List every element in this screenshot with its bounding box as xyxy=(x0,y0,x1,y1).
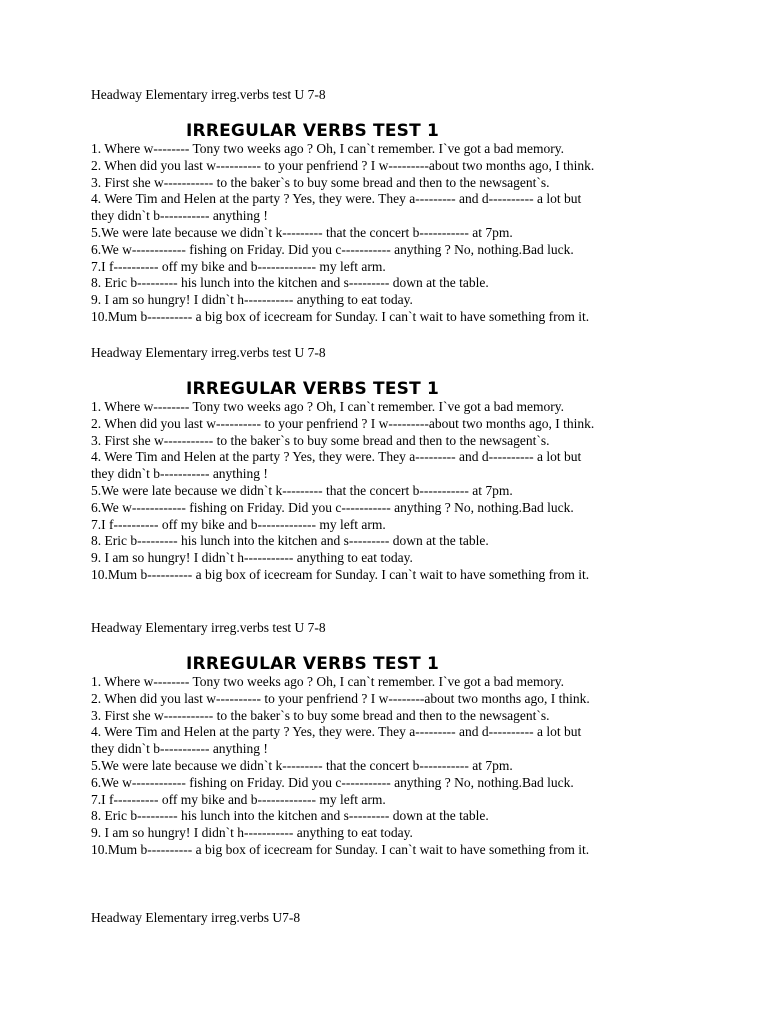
question-line: 3. First she w----------- to the baker`s to buy some bread and then to the newsagent`s. xyxy=(91,432,550,448)
question-line: 8. Eric b--------- his lunch into the kitchen and s--------- down at the table. xyxy=(91,533,489,549)
question-line: 5.We were late because we didn`t k--------- that the concert b----------- at 7pm. xyxy=(91,757,513,773)
question-line: 3. First she w----------- to the baker`s to buy some bread and then to the newsagent`s. xyxy=(91,174,550,190)
test-block-1 xyxy=(91,87,691,326)
question-line: 2. When did you last w---------- to your penfriend ? I w--------about two months ago, I think. xyxy=(91,690,590,706)
question-line: 9. I am so hungry! I didn`t h----------- anything to eat today. xyxy=(91,292,413,308)
question-line: 2. When did you last w---------- to your penfriend ? I w---------about two months ago, I think. xyxy=(91,415,595,431)
question-line: 1. Where w-------- Tony two weeks ago ? Oh, I can`t remember. I`ve got a bad memory. xyxy=(91,399,565,414)
question-line: 1. Where w-------- Tony two weeks ago ? Oh, I can`t remember. I`ve got a bad memory. xyxy=(91,674,565,689)
question-line: 4. Were Tim and Helen at the party ? Yes, they were. They a--------- and d---------- a lot but xyxy=(91,724,582,740)
question-line: 10.Mum b---------- a big box of icecream for Sunday. I can`t wait to have something from it. xyxy=(91,308,590,324)
question-line: 10.Mum b---------- a big box of icecream for Sunday. I can`t wait to have something from it. xyxy=(91,841,590,857)
test-block-3 xyxy=(91,620,691,859)
test-header: Headway Elementary irreg.verbs test U 7-8 xyxy=(91,345,326,360)
test-title: IRREGULAR VERBS TEST 1 xyxy=(186,654,440,674)
question-line: 8. Eric b--------- his lunch into the kitchen and s--------- down at the table. xyxy=(91,808,489,824)
question-line: 4. Were Tim and Helen at the party ? Yes, they were. They a--------- and d---------- a lot but xyxy=(91,449,582,465)
test-title: IRREGULAR VERBS TEST 1 xyxy=(186,121,440,141)
question-line: 9. I am so hungry! I didn`t h----------- anything to eat today. xyxy=(91,550,413,566)
question-line: they didn`t b----------- anything ! xyxy=(91,741,268,757)
test-header: Headway Elementary irreg.verbs test U 7-8 xyxy=(91,620,326,635)
question-line: 5.We were late because we didn`t k--------- that the concert b----------- at 7pm. xyxy=(91,224,513,240)
test-header: Headway Elementary irreg.verbs test U 7-8 xyxy=(91,87,326,102)
question-line: they didn`t b----------- anything ! xyxy=(91,208,268,224)
question-line: 3. First she w----------- to the baker`s to buy some bread and then to the newsagent`s. xyxy=(91,707,550,723)
question-line: 6.We w------------ fishing on Friday. Did you c----------- anything ? No, nothing.Bad luck. xyxy=(91,241,574,257)
question-line: 6.We w------------ fishing on Friday. Did you c----------- anything ? No, nothing.Bad luck. xyxy=(91,774,574,790)
question-line: 6.We w------------ fishing on Friday. Did you c----------- anything ? No, nothing.Bad luck. xyxy=(91,499,574,515)
question-line: 7.I f---------- off my bike and b------------- my left arm. xyxy=(91,791,386,807)
test-title: IRREGULAR VERBS TEST 1 xyxy=(186,379,440,399)
question-line: 8. Eric b--------- his lunch into the kitchen and s--------- down at the table. xyxy=(91,275,489,291)
footer-header: Headway Elementary irreg.verbs U7-8 xyxy=(91,910,301,925)
question-line: they didn`t b----------- anything ! xyxy=(91,466,268,482)
question-line: 7.I f---------- off my bike and b------------- my left arm. xyxy=(91,516,386,532)
question-line: 2. When did you last w---------- to your penfriend ? I w---------about two months ago, I think. xyxy=(91,157,595,173)
question-line: 10.Mum b---------- a big box of icecream for Sunday. I can`t wait to have something from it. xyxy=(91,566,590,582)
question-line: 5.We were late because we didn`t k--------- that the concert b----------- at 7pm. xyxy=(91,482,513,498)
question-line: 4. Were Tim and Helen at the party ? Yes, they were. They a--------- and d---------- a lot but xyxy=(91,191,582,207)
question-line: 1. Where w-------- Tony two weeks ago ? Oh, I can`t remember. I`ve got a bad memory. xyxy=(91,141,565,156)
question-line: 9. I am so hungry! I didn`t h----------- anything to eat today. xyxy=(91,825,413,841)
test-block-2 xyxy=(91,345,691,584)
question-line: 7.I f---------- off my bike and b------------- my left arm. xyxy=(91,258,386,274)
